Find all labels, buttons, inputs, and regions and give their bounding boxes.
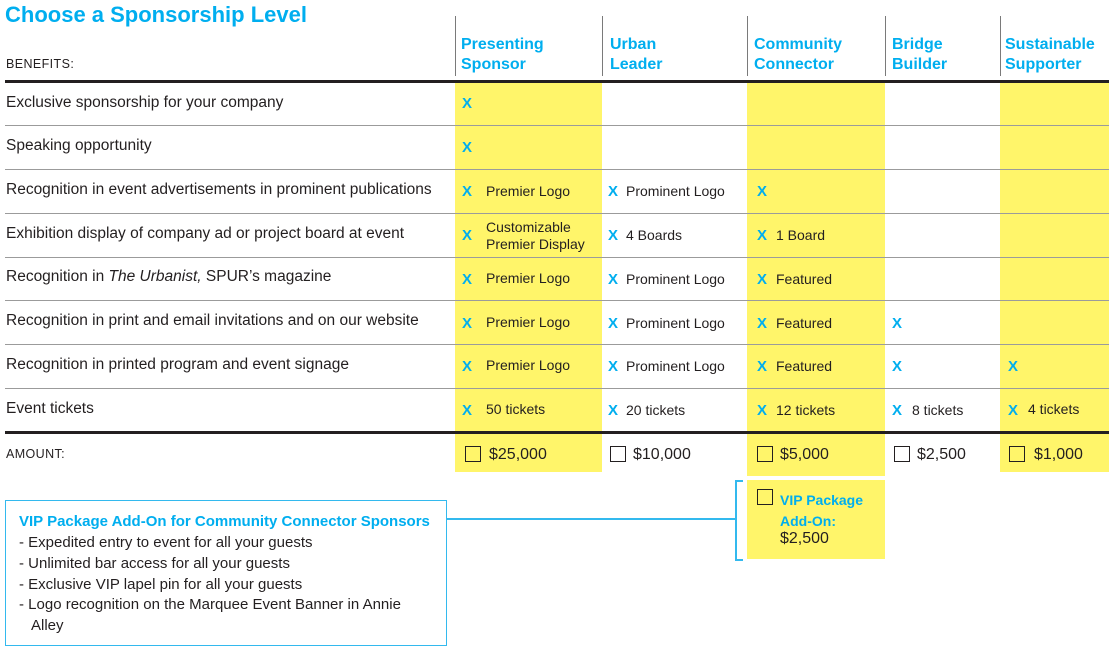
- presenting-sponsor-amount: $25,000: [489, 446, 547, 463]
- check-mark: X: [462, 95, 473, 112]
- check-mark: X: [757, 315, 768, 332]
- row-divider: [5, 344, 1109, 345]
- column-header-sustainable-supporter: Sustainable Supporter: [1005, 36, 1095, 73]
- presenting-sponsor-checkbox[interactable]: [465, 446, 481, 462]
- benefit-detail: Prominent Logo: [626, 315, 725, 331]
- connector-line: [447, 518, 736, 520]
- benefit-label: Recognition in printed program and event signage: [6, 356, 349, 373]
- bridge-builder-amount: $2,500: [917, 446, 966, 463]
- list-item: - Exclusive VIP lapel pin for all your guests: [19, 576, 303, 593]
- check-mark: X: [462, 358, 473, 375]
- benefit-detail: 20 tickets: [626, 402, 686, 418]
- row-divider: [5, 213, 1109, 214]
- check-mark: X: [757, 183, 768, 200]
- benefit-label: Exclusive sponsorship for your company: [6, 94, 284, 111]
- benefit-label: Event tickets: [6, 400, 94, 417]
- benefit-label: Exhibition display of company ad or project board at event: [6, 225, 405, 242]
- page-title: Choose a Sponsorship Level: [5, 2, 307, 27]
- benefit-detail: Customizable Premier Display: [486, 219, 585, 252]
- benefit-detail: 12 tickets: [776, 402, 836, 418]
- row-divider: [5, 125, 1109, 126]
- column-header-community-connector: Community Connector: [754, 36, 842, 73]
- column-divider: [602, 16, 603, 76]
- community-connector-amount: $5,000: [780, 446, 829, 463]
- benefit-label: Recognition in The Urbanist, SPUR’s magazine: [6, 268, 332, 285]
- check-mark: X: [462, 271, 473, 288]
- benefit-detail: Premier Logo: [486, 357, 571, 373]
- column-divider: [1000, 16, 1001, 76]
- benefit-label: Speaking opportunity: [6, 137, 152, 154]
- benefit-detail: 4 Boards: [626, 227, 683, 243]
- check-mark: X: [892, 315, 903, 332]
- column-divider: [747, 16, 748, 76]
- benefit-detail: Featured: [776, 271, 833, 287]
- list-item: - Logo recognition on the Marquee Event Banner in Annie Alley: [19, 596, 401, 634]
- column-header-presenting-sponsor: Presenting Sponsor: [461, 36, 544, 73]
- check-mark: X: [462, 402, 473, 419]
- check-mark: X: [608, 402, 619, 419]
- row-divider: [5, 388, 1109, 389]
- benefit-detail: 1 Board: [776, 227, 826, 243]
- check-mark: X: [892, 358, 903, 375]
- bridge-builder-checkbox[interactable]: [894, 446, 910, 462]
- list-item: - Unlimited bar access for all your guests: [19, 555, 290, 572]
- check-mark: X: [462, 183, 473, 200]
- benefit-detail: Prominent Logo: [626, 183, 725, 199]
- benefit-detail: 50 tickets: [486, 401, 546, 417]
- benefits-label: BENEFITS:: [6, 57, 75, 71]
- benefit-detail: Featured: [776, 315, 833, 331]
- amount-rule: [5, 431, 1109, 434]
- urban-leader-checkbox[interactable]: [610, 446, 626, 462]
- row-divider: [5, 300, 1109, 301]
- check-mark: X: [757, 358, 768, 375]
- check-mark: X: [757, 271, 768, 288]
- column-divider: [885, 16, 886, 76]
- check-mark: X: [462, 139, 473, 156]
- benefit-detail: Featured: [776, 358, 833, 374]
- column-header-urban-leader: Urban Leader: [610, 36, 663, 73]
- urban-leader-amount: $10,000: [633, 446, 691, 463]
- sustainable-supporter-amount: $1,000: [1034, 446, 1083, 463]
- benefit-detail: 8 tickets: [912, 402, 964, 418]
- check-mark: X: [892, 402, 903, 419]
- check-mark: X: [608, 183, 619, 200]
- benefit-detail: Premier Logo: [486, 314, 571, 330]
- check-mark: X: [1008, 358, 1019, 375]
- bracket-line: [735, 480, 743, 482]
- check-mark: X: [757, 402, 768, 419]
- vip-package-title: VIP Package Add-On for Community Connector Sponsors: [19, 513, 430, 530]
- column-header-bridge-builder: Bridge Builder: [892, 36, 948, 73]
- check-mark: X: [1008, 402, 1019, 419]
- check-mark: X: [608, 227, 619, 244]
- row-divider: [5, 169, 1109, 170]
- check-mark: X: [462, 227, 473, 244]
- check-mark: X: [462, 315, 473, 332]
- benefit-label: Recognition in print and email invitations and on our website: [6, 312, 419, 329]
- community-connector-checkbox[interactable]: [757, 446, 773, 462]
- amount-label: AMOUNT:: [6, 447, 66, 461]
- check-mark: X: [757, 227, 768, 244]
- check-mark: X: [608, 271, 619, 288]
- sustainable-supporter-checkbox[interactable]: [1009, 446, 1025, 462]
- benefit-detail: Premier Logo: [486, 183, 571, 199]
- vip-addon-price: $2,500: [780, 530, 829, 547]
- benefit-detail: Premier Logo: [486, 270, 571, 286]
- vip-addon-checkbox[interactable]: [757, 489, 773, 505]
- column-divider: [455, 16, 456, 76]
- row-divider: [5, 257, 1109, 258]
- vip-addon-label: VIP Package Add-On:: [780, 492, 864, 529]
- benefit-detail: Prominent Logo: [626, 271, 725, 287]
- benefit-detail: 4 tickets: [1028, 401, 1080, 417]
- check-mark: X: [608, 315, 619, 332]
- benefit-detail: Prominent Logo: [626, 358, 725, 374]
- check-mark: X: [608, 358, 619, 375]
- list-item: - Expedited entry to event for all your guests: [19, 534, 313, 551]
- bracket-line: [735, 480, 737, 560]
- benefit-label: Recognition in event advertisements in prominent publications: [6, 181, 432, 198]
- header-rule: [5, 80, 1109, 83]
- bracket-line: [735, 559, 743, 561]
